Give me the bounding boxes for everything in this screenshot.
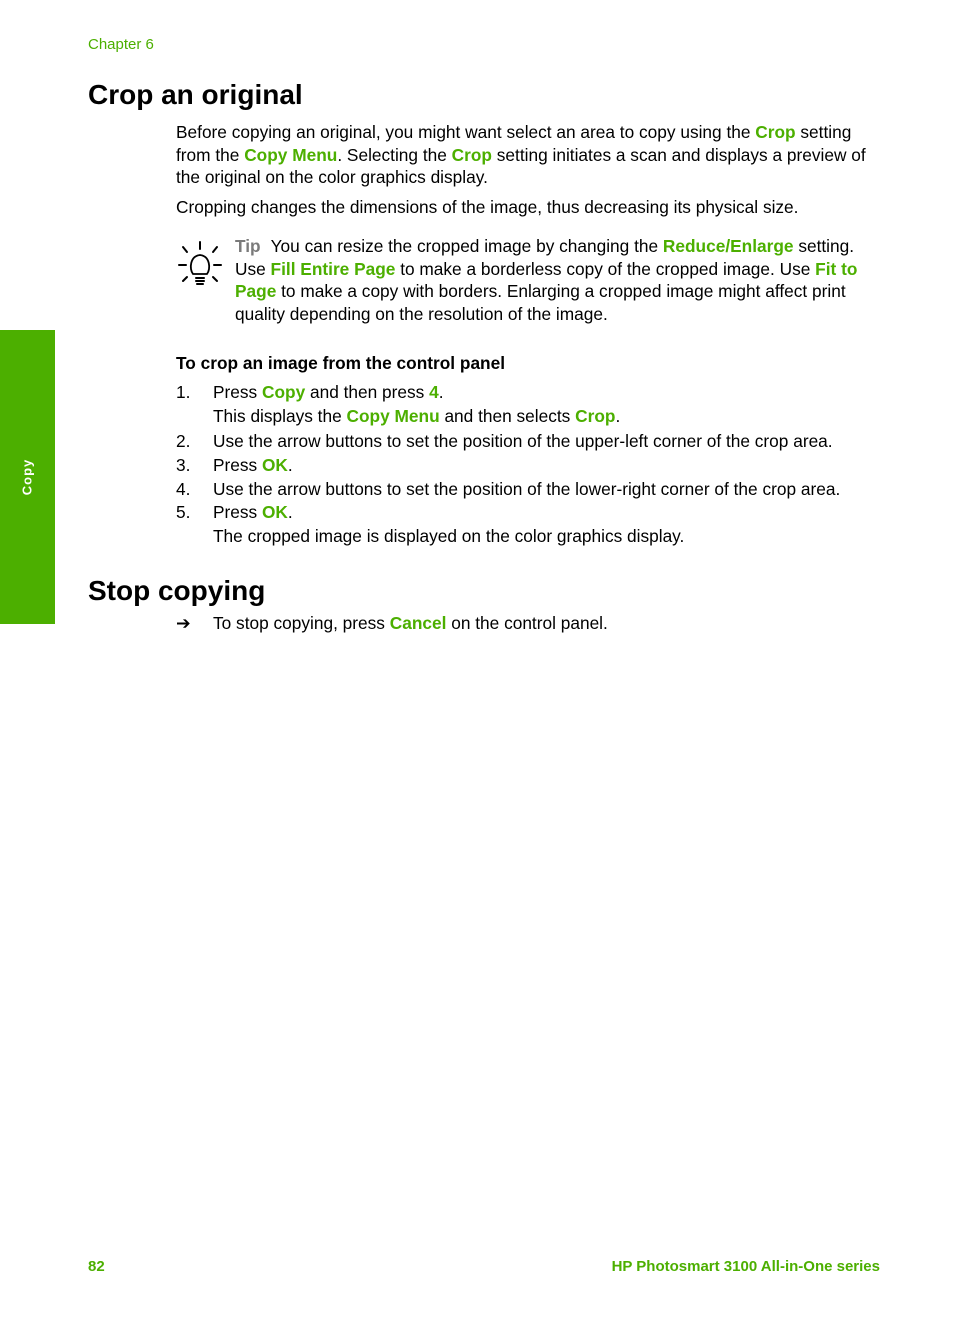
copy-menu-term: Copy Menu (346, 406, 440, 426)
step-number: 3. (176, 455, 191, 475)
copy-term: Copy (261, 382, 306, 402)
step-number: 5. (176, 502, 191, 522)
step-number: 1. (176, 382, 191, 402)
fill-entire-page-term: Fill Entire Page (270, 258, 396, 279)
section-title-stop-copying: Stop copying (88, 575, 266, 606)
step-text: Use the arrow buttons to set the position of the lower-right corner of the crop area. (213, 479, 841, 499)
arrow-icon: ➔ (176, 613, 191, 633)
reduce-enlarge-term: Reduce/Enlarge (662, 236, 794, 256)
key-4-term: 4 (429, 382, 439, 402)
chapter-label: Chapter 6 (88, 36, 154, 53)
procedure-title: To crop an image from the control panel (176, 353, 506, 373)
cropping-paragraph: Cropping changes the dimensions of the image, thus decreasing its physical size. (176, 197, 799, 217)
crop-term: Crop (575, 406, 616, 426)
step-number: 4. (176, 479, 191, 499)
intro-paragraph: Before copying an original, you might want select an area to copy using the Crop setting from the Copy Menu. Selecting the Crop setting initiates a scan and displays a preview of the original on the color graphics display. (176, 122, 866, 187)
step-5-result: The cropped image is displayed on the color graphics display. (213, 526, 685, 546)
section-title-crop: Crop an original (88, 79, 303, 110)
ok-term: OK (261, 455, 288, 475)
ok-term: OK (261, 502, 288, 522)
step-1-result: This displays the Copy Menu and then selects Crop. (213, 406, 621, 426)
copy-menu-term: Copy Menu (244, 144, 338, 165)
product-name: HP Photosmart 3100 All-in-One series (611, 1258, 880, 1275)
crop-term: Crop (451, 144, 492, 165)
tip-text: Tip You can resize the cropped image by changing the Reduce/Enlarge setting. Use Fill Entire Page to make a borderless copy of the cropped image. Use Fit to Page to make a copy with borders. Enlarging a cropped image might affect print quality depending on the resolution of the image. (235, 236, 858, 324)
lightbulb-icon (178, 240, 222, 290)
step-text: Use the arrow buttons to set the position of the upper-left corner of the crop area. (213, 431, 833, 451)
page-number: 82 (88, 1258, 105, 1275)
tip-label: Tip (235, 236, 261, 256)
crop-term: Crop (755, 122, 796, 142)
step-number: 2. (176, 431, 191, 451)
cancel-term: Cancel (389, 613, 447, 633)
side-tab-label: Copy (19, 458, 35, 496)
fit-to-page-term: Fit to Page (235, 258, 858, 301)
